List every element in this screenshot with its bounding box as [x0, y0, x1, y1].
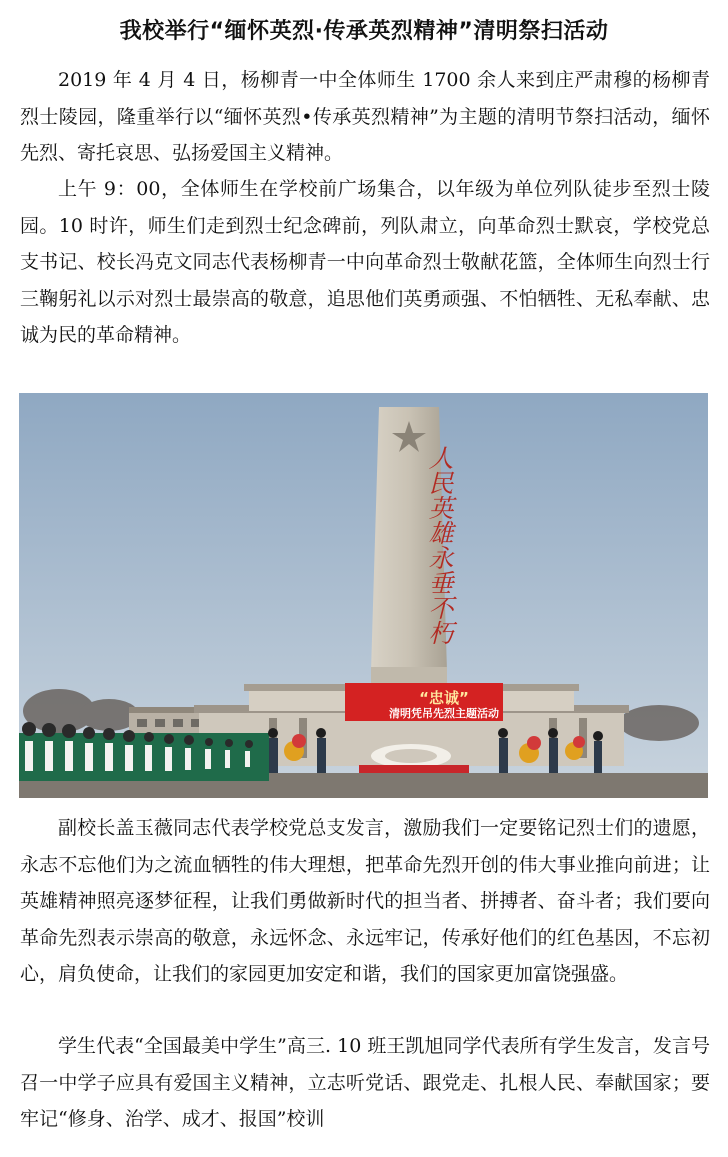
monument-photo [19, 393, 708, 798]
monument-inscription: 人民英雄永垂不朽 [425, 445, 454, 645]
paragraph-student-speech: 学生代表“全国最美中学生”高三. 10 班王凯旭同学代表所有学生发言，发言号召一中学子应具有爱国主义精神，立志听党话、跟党走、扎根人民、奉献国家；要牢记“修身、治学、成才、报国”校训 [20, 1035, 710, 1130]
article-title: 我校举行“缅怀英烈·传承英烈精神”清明祭扫活动 [119, 19, 609, 44]
banner-subtitle: 清明凭吊先烈主题活动 [389, 707, 499, 720]
paragraph-intro: 2019 年 4 月 4 日，杨柳青一中全体师生 1700 余人来到庄严肃穆的杨柳青烈士陵园，隆重举行以“缅怀英烈•传承英烈精神”为主题的清明节祭扫活动，缅怀先烈、寄托哀思、弘扬爱国主义精神。 [20, 69, 710, 164]
banner-title: “忠诚” [419, 689, 469, 707]
paragraph-ceremony: 上午 9：00，全体师生在学校前广场集合，以年级为单位列队徒步至烈士陵园。10 时许，师生们走到烈士纪念碑前，列队肃立，向革命烈士默哀，学校党总支书记、校长冯克文同志代表杨柳青一中向革命烈士敬献花篮，全体师生向烈士行三鞠躬礼以示对烈士最崇高的敬意，追思他们英勇顽强、不怕牺牲、无私奉献、忠诚为民的革命精神。 [20, 178, 710, 346]
paragraph-vice-principal-speech: 副校长盖玉薇同志代表学校党总支发言，激励我们一定要铭记烈士们的遗愿，永志不忘他们为之流血牺牲的伟大理想，把革命先烈开创的伟大事业推向前进；让英雄精神照亮逐梦征程，让我们勇做新时代的担当者、拼搏者、奋斗者；我们要向革命先烈表示崇高的敬意，永远怀念、永远牢记，传承好他们的红色基因，不忘初心，肩负使命，让我们的家园更加安定和谐，我们的国家更加富饶强盛。 [20, 817, 710, 985]
